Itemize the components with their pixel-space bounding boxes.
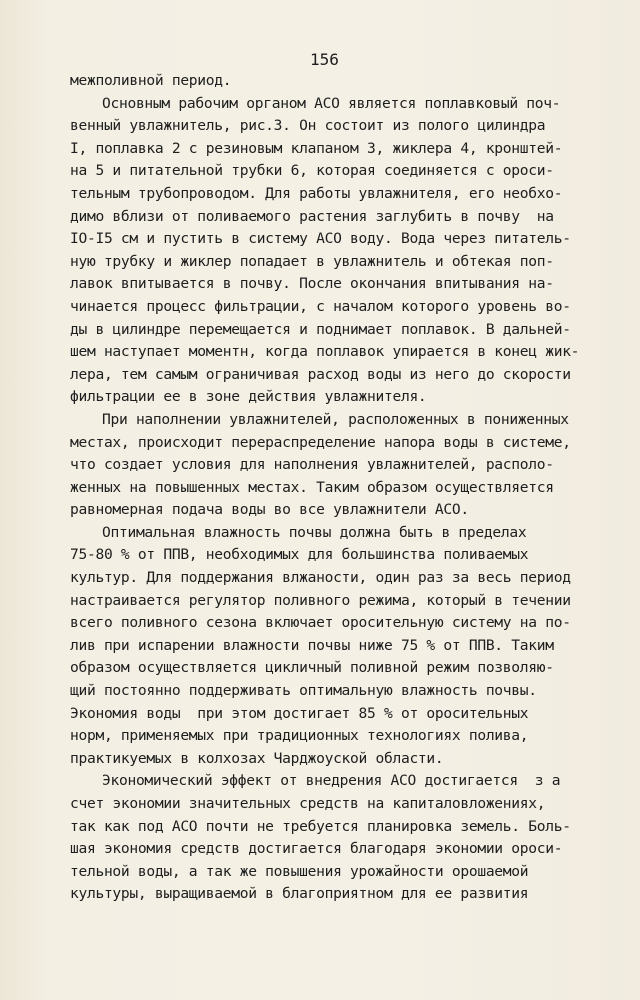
text-line: культуры, выращиваемой в благоприятном для ее развития	[70, 885, 529, 903]
text-line: I, поплавка 2 с резиновым клапаном 3, жиклера 4, кронштей-	[70, 139, 563, 157]
text-line: ную трубку и жиклер попадает в увлажнитель и обтекая поп-	[70, 252, 554, 270]
text-line: димо вблизи от поливаемого растения заглубить в почву на	[70, 207, 554, 225]
text-line: При наполнении увлажнителей, расположенных в пониженных	[102, 410, 569, 428]
text-line: равномерная подача воды во все увлажнители АСО.	[70, 501, 469, 519]
text-line: на 5 и питательной трубки 6, которая соединяется с ороси-	[70, 162, 554, 180]
text-line: Экономический эффект от внедрения АСО достигается з а	[102, 772, 561, 790]
text-line: лавок впитывается в почву. После окончания впитывания на-	[70, 275, 554, 293]
text-line: тельной воды, а так же повышения урожайности орошаемой	[70, 862, 529, 880]
text-line: лив при испарении влажности почвы ниже 75 % от ППВ. Таким	[70, 636, 554, 654]
text-line: настраивается регулятор поливного режима, который в течении	[70, 591, 571, 609]
text-line: лера, тем самым ограничивая расход воды из него до скорости	[70, 365, 571, 383]
text-line: чинается процесс фильтрации, с началом которого уровень во-	[70, 297, 571, 315]
text-line: образом осуществляется цикличный поливной режим позволяю-	[70, 659, 554, 677]
text-line: норм, применяемых при традиционных технологиях полива,	[70, 727, 529, 745]
text-line: фильтрации ее в зоне действия увлажнителя.	[70, 388, 427, 406]
text-line: щий постоянно поддерживать оптимальную влажность почвы.	[70, 682, 537, 700]
text-line: Основным рабочим органом АСО является поплавковый поч-	[102, 94, 561, 112]
text-line: IO-I5 см и пустить в систему АСО воду. Вода через питатель-	[70, 230, 571, 248]
text-line: Оптимальная влажность почвы должна быть в пределах	[102, 523, 527, 541]
text-line: женных на повышенных местах. Таким образом осуществляется	[70, 478, 554, 496]
page-number: 156	[310, 50, 339, 69]
text-line: практикуемых в колхозах Чарджоуской области.	[70, 749, 444, 767]
text-line: тельным трубопроводом. Для работы увлажнителя, его необхо-	[70, 184, 563, 202]
text-line: Экономия воды при этом достигает 85 % от оросительных	[70, 704, 529, 722]
text-line: межполивной период.	[70, 72, 232, 89]
text-line: шая экономия средств достигается благодаря экономии ороси-	[70, 840, 563, 858]
text-line: венный увлажнитель, рис.3. Он состоит из полого цилиндра	[70, 117, 546, 135]
text-line: шем наступает моментн, когда поплавок упирается в конец жик-	[70, 343, 580, 361]
text-line: 75-80 % от ППВ, необходимых для большинства поливаемых	[70, 546, 529, 564]
text-line: ды в цилиндре перемещается и поднимает поплавок. В дальней-	[70, 320, 571, 338]
text-line: так как под АСО почти не требуется планировка земель. Боль-	[70, 817, 571, 835]
text-line: что создает условия для наполнения увлажнителей, располо-	[70, 456, 554, 474]
text-line: счет экономии значительных средств на капиталовложениях,	[70, 795, 546, 812]
text-line: культур. Для поддержания влжаности, один раз за весь период	[70, 569, 571, 587]
text-line: местах, происходит перераспределение напора воды в системе,	[70, 433, 571, 451]
text-line: всего поливного сезона включает оросительную систему на по-	[70, 614, 571, 632]
body-text	[70, 70, 580, 906]
